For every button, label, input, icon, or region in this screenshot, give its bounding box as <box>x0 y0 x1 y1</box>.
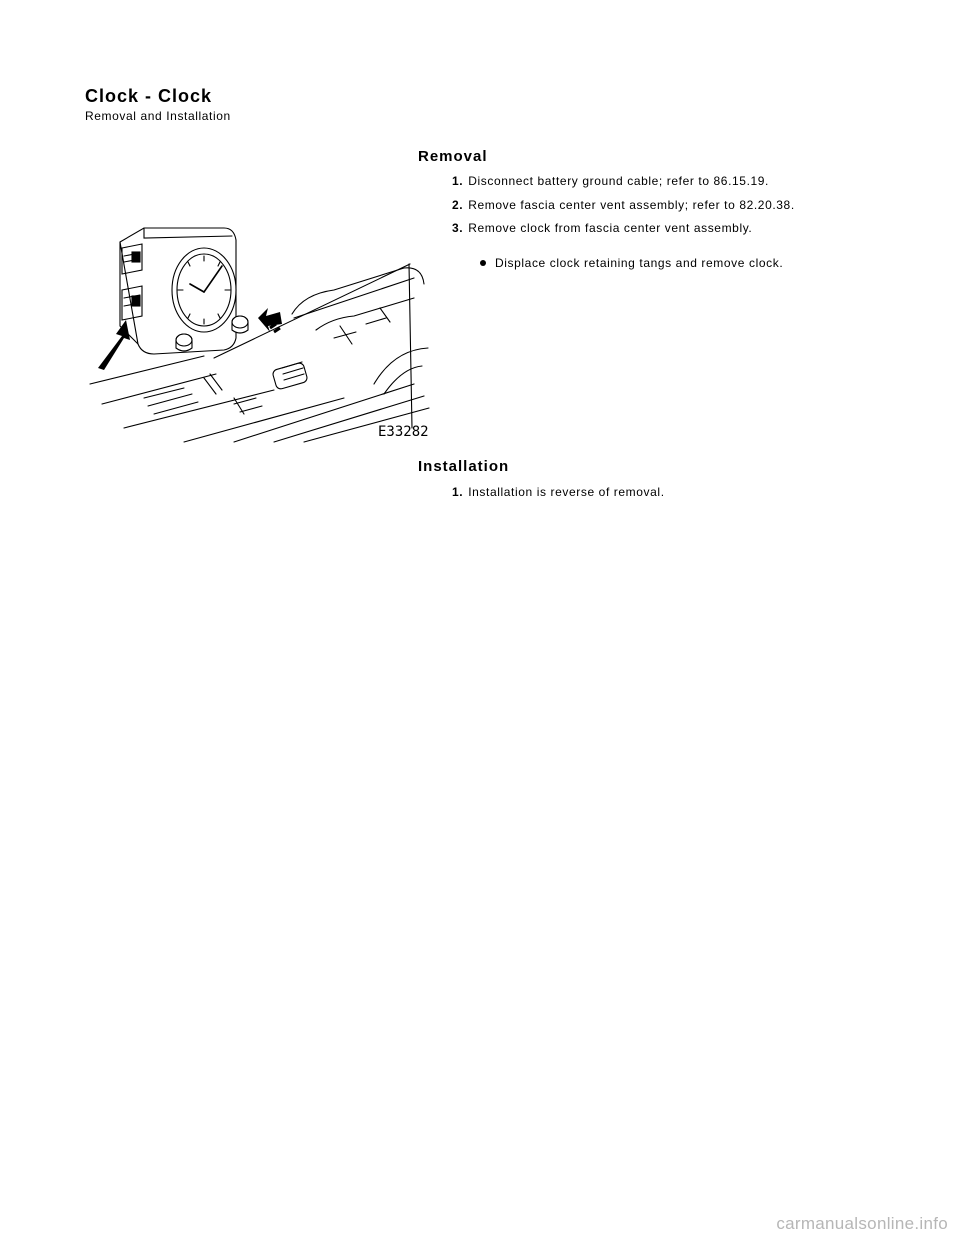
page-subtitle: Removal and Installation <box>85 109 231 123</box>
page-title: Clock - Clock <box>85 86 213 106</box>
footer-watermark: carmanualsonline.info <box>776 1214 948 1233</box>
removal-heading: Removal <box>418 148 488 165</box>
installation-step-1 <box>452 485 665 499</box>
step-number: 1. <box>452 174 464 188</box>
step-text: Installation is reverse of removal. <box>468 485 665 499</box>
removal-step-2 <box>452 198 795 212</box>
removal-step-1 <box>452 174 769 188</box>
removal-bullet <box>480 256 783 270</box>
removal-step-3 <box>452 221 752 235</box>
step-number: 1. <box>452 485 464 499</box>
installation-heading: Installation <box>418 458 510 475</box>
bullet-text: Displace clock retaining tangs and remove clock. <box>495 256 784 270</box>
step-text: Disconnect battery ground cable; refer to 86.15.19. <box>468 174 769 188</box>
bullet-icon <box>480 260 486 266</box>
step-text: Remove clock from fascia center vent assembly. <box>468 221 753 235</box>
figure-code: E33282 <box>378 424 429 440</box>
step-text: Remove fascia center vent assembly; refer to 82.20.38. <box>468 198 795 212</box>
step-number: 3. <box>452 221 464 235</box>
step-number: 2. <box>452 198 464 212</box>
clock-removal-illustration <box>84 198 434 444</box>
